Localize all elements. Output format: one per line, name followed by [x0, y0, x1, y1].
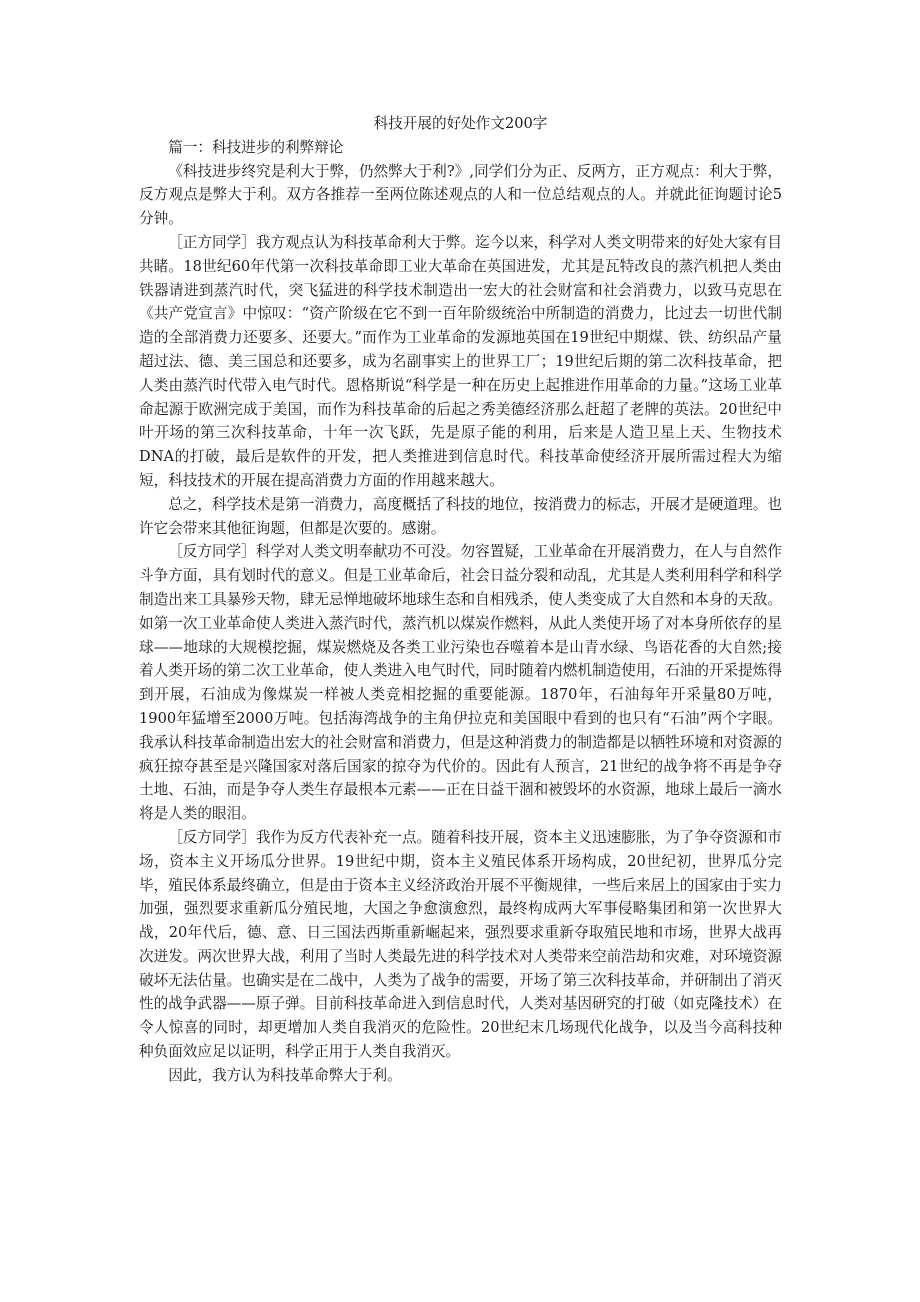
- paragraph: ［反方同学］科学对人类文明奉献功不可没。勿容置疑，工业革命在开展消费力，在人与自然作斗争方面，具有划时代的意义。但是工业革命后，社会日益分裂和动乱，尤其是人类利用科学和科学制造出来工具暴殄天物，肆无忌惮地破坏地球生态和自相残杀，使人类变成了大自然和本身的天敌。如第一次工业革命使人类进入蒸汽时代，蒸汽机以煤炭作燃料，从此人类使开场了对本身所依存的星球——地球的大规模挖掘，煤炭燃烧及各类工业污染也吞噬着本是山青水绿、鸟语花香的大自然;接着人类开场的第二次工业革命，使人类进入电气时代，同时随着内燃机制造使用，石油的开采提炼得到开展，石油成为像煤炭一样被人类竞相挖掘的重要能源。1870年，石油每年开采量80万吨，1900年猛增至2000万吨。包括海湾战争的主角伊拉克和美国眼中看到的也只有“石油”两个字眼。我承认科技革命制造出宏大的社会财富和消费力，但是这种消费力的制造都是以牺牲环境和对资源的疯狂掠夺甚至是兴隆国家对落后国家的掠夺为代价的。因此有人预言，21世纪的战争将不再是争夺土地、石油，而是争夺人类生存最根本元素——正在日益干涸和被毁坏的水资源，地球上最后一滴水将是人类的眼泪。: [139, 543, 782, 823]
- paragraph: ［正方同学］我方观点认为科技革命利大于弊。迄今以来，科学对人类文明带来的好处大家有目共睹。18世纪60年代第一次科技革命即工业大革命在英国进发，尤其是瓦特改良的蒸汽机把人类由铁器请进到蒸汽时代，突飞猛进的科学技术制造出一宏大的社会财富和社会消费力，以致马克思在《共产党宣言》中惊叹：“资产阶级在它不到一百年阶级统治中所制造的消费力，比过去一切世代制造的全部消费力还要多、还要大。”而作为工业革命的发源地英国在19世纪中期煤、铁、纺织品产量超过法、德、美三国总和还要多，成为名副事实上的世界工厂；19世纪后期的第二次科技革命，把人类由蒸汽时代带入电气时代。恩格斯说“科学是一种在历史上起推进作用革命的力量。”这场工业革命起源于欧洲完成于美国，而作为科技革命的后起之秀美德经济那么赶超了老牌的英法。20世纪中叶开场的第三次科技革命，十年一次飞跃，先是原子能的利用，后来是人造卫星上天、生物技术DNA的打破，最后是软件的开发，把人类推进到信息时代。科技革命使经济开展所需过程大为缩短，科技技术的开展在提高消费力方面的作用越来越大。: [139, 233, 782, 489]
- paragraph: 总之，科学技术是第一消费力，高度概括了科技的地位，按消费力的标志，开展才是硬道理。也许它会带来其他征询题，但都是次要的。感谢。: [139, 495, 782, 537]
- paragraph: ［反方同学］我作为反方代表补充一点。随着科技开展，资本主义迅速膨胀，为了争夺资源和市场，资本主义开场瓜分世界。19世纪中期，资本主义殖民体系开场构成，20世纪初，世界瓜分完毕，殖民体系最终确立，但是由于资本主义经济政治开展不平衡规律，一些后来居上的国家由于实力加强，强烈要求重新瓜分殖民地，大国之争愈演愈烈，最终构成两大军事侵略集团和第一次世界大战，20年代后，德、意、日三国法西斯重新崛起来，强烈要求重新夺取殖民地和市场，世界大战再次迸发。两次世界大战，利用了当时人类最先进的科学技术对人类带来空前浩劫和灾难，对环境资源破坏无法估量。也确实是在二战中，人类为了战争的需要，开场了第三次科技革命，并研制出了消灭性的战争武器——原子弹。目前科技革命进入到信息时代，人类对基因研究的打破（如克隆技术）在令人惊喜的同时，却更增加人类自我消灭的危险性。20世纪末几场现代化战争，以及当今高科技种种负面效应足以证明，科学正用于人类自我消灭。: [139, 828, 782, 1061]
- document-title: 科技开展的好处作文200字: [373, 115, 548, 132]
- section-heading: 篇一：科技进步的利弊辩论: [168, 138, 344, 156]
- paragraph: 《科技进步终究是利大于弊，仍然弊大于利?》,同学们分为正、反两方，正方观点：利大于弊，反方观点是弊大于利。双方各推荐一至两位陈述观点的人和一位总结观点的人。并就此征询题讨论5分钟。: [139, 162, 782, 228]
- paragraph: 因此，我方认为科技革命弊大于利。: [168, 1066, 402, 1084]
- document-page: [139, 112, 782, 1088]
